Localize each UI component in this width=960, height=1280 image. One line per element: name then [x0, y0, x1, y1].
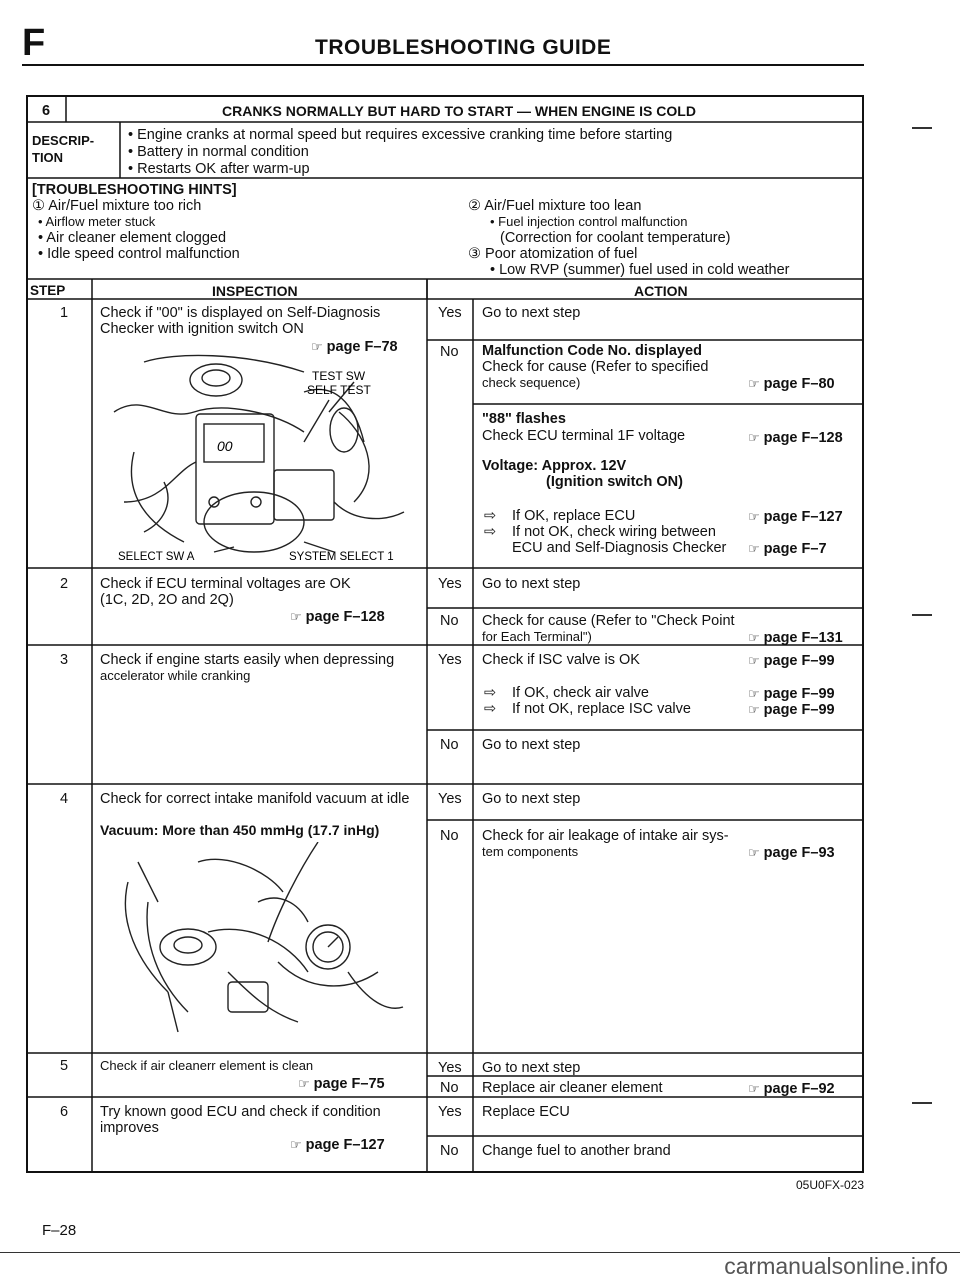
- step-inspection: Check for correct intake manifold vacuum at idle: [100, 791, 410, 807]
- yes-label: Yes: [438, 305, 462, 321]
- margin-mark: [912, 127, 932, 129]
- step-number: 5: [60, 1058, 69, 1074]
- page-reference: ☞ page F–127: [290, 1137, 385, 1153]
- hollow-right-arrow-icon: ⇨: [484, 524, 497, 540]
- page-reference: ☞ page F–80: [748, 376, 835, 392]
- step-inspection: Checker with ignition switch ON: [100, 321, 304, 337]
- hint-item: ③ Poor atomization of fuel: [468, 246, 638, 262]
- action-text: check sequence): [482, 375, 581, 390]
- action-text: If OK, replace ECU: [512, 508, 636, 524]
- pointing-hand-icon: ☞: [298, 1076, 310, 1091]
- pointing-hand-icon: ☞: [748, 430, 760, 445]
- page-reference: ☞ page F–127: [748, 509, 843, 525]
- action-text: Check if ISC valve is OK: [482, 652, 640, 668]
- pointing-hand-icon: ☞: [748, 845, 760, 860]
- step-inspection: Check if ECU terminal voltages are OK: [100, 576, 351, 592]
- page-reference: ☞ page F–93: [748, 845, 835, 861]
- action-text: Check ECU terminal 1F voltage: [482, 428, 686, 444]
- pointing-hand-icon: ☞: [748, 509, 760, 524]
- pointing-hand-icon: ☞: [748, 653, 760, 668]
- hint-item: • Airflow meter stuck: [38, 214, 156, 229]
- vacuum-gauge-illustration: [108, 842, 408, 1042]
- self-diagnosis-checker-illustration: [104, 352, 420, 562]
- yes-label: Yes: [438, 576, 462, 592]
- action-text: Go to next step: [482, 791, 581, 807]
- yes-label: Yes: [438, 791, 462, 807]
- step-inspection: (1C, 2D, 2O and 2Q): [100, 592, 234, 608]
- label-test-sw: TEST SW: [312, 369, 366, 383]
- action-text: ECU and Self-Diagnosis Checker: [512, 540, 727, 556]
- pointing-hand-icon: ☞: [748, 702, 760, 717]
- description-label: DESCRIP-: [32, 133, 95, 148]
- step-inspection: Check if engine starts easily when depressing: [100, 652, 395, 668]
- action-text: Go to next step: [482, 1060, 581, 1076]
- step-number: 4: [60, 791, 69, 807]
- page-number: F–28: [42, 1222, 77, 1239]
- pointing-hand-icon: ☞: [748, 630, 760, 645]
- checker-display-code: 00: [217, 438, 233, 454]
- pointing-hand-icon: ☞: [748, 1081, 760, 1096]
- step-number: 1: [60, 305, 69, 321]
- hint-item: ① Air/Fuel mixture too rich: [32, 198, 202, 214]
- hollow-right-arrow-icon: ⇨: [484, 701, 497, 717]
- action-text: Change fuel to another brand: [482, 1143, 671, 1159]
- page-reference: ☞ page F–99: [748, 653, 835, 669]
- hints-title: [TROUBLESHOOTING HINTS]: [32, 182, 237, 198]
- step-inspection: accelerator while cranking: [100, 668, 251, 683]
- step-number: 2: [60, 576, 69, 592]
- hint-item: • Low RVP (summer) fuel used in cold weather: [490, 262, 790, 278]
- action-text: Check for air leakage of intake air sys-: [482, 828, 729, 844]
- hint-item: • Air cleaner element clogged: [38, 230, 227, 246]
- pointing-hand-icon: ☞: [311, 339, 323, 354]
- page-reference: ☞ page F–92: [748, 1081, 835, 1097]
- no-label: No: [440, 613, 459, 629]
- hollow-right-arrow-icon: ⇨: [484, 508, 497, 524]
- no-label: No: [440, 828, 459, 844]
- page-reference: ☞ page F–131: [748, 630, 843, 646]
- description-label: TION: [32, 150, 64, 165]
- col-step: STEP: [30, 283, 66, 298]
- action-text: Go to next step: [482, 737, 581, 753]
- no-label: No: [440, 737, 459, 753]
- margin-mark: [912, 614, 932, 616]
- pointing-hand-icon: ☞: [290, 609, 302, 624]
- hollow-right-arrow-icon: ⇨: [484, 685, 497, 701]
- action-text: Check for cause (Refer to "Check Point: [482, 613, 735, 629]
- page-title: TROUBLESHOOTING GUIDE: [315, 36, 612, 59]
- description-item: • Engine cranks at normal speed but requires excessive cranking time before starting: [128, 127, 673, 143]
- figure-code: 05U0FX-023: [796, 1178, 865, 1192]
- action-text: If OK, check air valve: [512, 685, 649, 701]
- page-reference: ☞ page F–128: [748, 430, 843, 446]
- voltage-spec-sub: (Ignition switch ON): [546, 474, 683, 490]
- problem-title: CRANKS NORMALLY BUT HARD TO START — WHEN ENGINE IS COLD: [222, 103, 696, 119]
- step-inspection: Check if "00" is displayed on Self-Diagnosis: [100, 305, 381, 321]
- pointing-hand-icon: ☞: [748, 541, 760, 556]
- page-reference: ☞ page F–75: [298, 1076, 385, 1092]
- action-title: "88" flashes: [482, 411, 566, 427]
- vacuum-spec: Vacuum: More than 450 mmHg (17.7 inHg): [100, 822, 380, 838]
- label-system-select: SYSTEM SELECT 1: [289, 551, 394, 562]
- voltage-spec: Voltage: Approx. 12V: [482, 458, 627, 474]
- page-reference: ☞ page F–7: [748, 541, 827, 557]
- action-text: Go to next step: [482, 576, 581, 592]
- step-inspection: improves: [100, 1120, 159, 1136]
- page-reference: ☞ page F–78: [311, 339, 398, 355]
- yes-label: Yes: [438, 1104, 462, 1120]
- col-inspection: INSPECTION: [212, 283, 298, 299]
- no-label: No: [440, 1143, 459, 1159]
- action-text: Check for cause (Refer to specified: [482, 359, 709, 375]
- hint-item: • Idle speed control malfunction: [38, 246, 240, 262]
- step-inspection: Check if air cleanerr element is clean: [100, 1058, 314, 1073]
- hint-item: • Fuel injection control malfunction: [490, 214, 688, 229]
- action-text: tem components: [482, 844, 579, 859]
- label-select-sw: SELECT SW A: [118, 551, 195, 562]
- col-action: ACTION: [634, 283, 688, 299]
- action-text: If not OK, check wiring between: [512, 524, 716, 540]
- hint-item: (Correction for coolant temperature): [500, 230, 731, 246]
- step-inspection: Try known good ECU and check if condition: [100, 1104, 381, 1120]
- step-number: 3: [60, 652, 69, 668]
- label-self-test: SELF TEST: [307, 383, 371, 397]
- hint-item: ② Air/Fuel mixture too lean: [468, 198, 642, 214]
- action-title: Malfunction Code No. displayed: [482, 343, 702, 359]
- action-text: Replace ECU: [482, 1104, 570, 1120]
- action-text: for Each Terminal"): [482, 629, 592, 644]
- action-text: Replace air cleaner element: [482, 1080, 663, 1096]
- yes-label: Yes: [438, 652, 462, 668]
- watermark: carmanualsonline.info: [724, 1253, 948, 1279]
- pointing-hand-icon: ☞: [748, 686, 760, 701]
- no-label: No: [440, 1080, 459, 1096]
- section-letter: F: [22, 22, 46, 64]
- pointing-hand-icon: ☞: [290, 1137, 302, 1152]
- page-reference: ☞ page F–99: [748, 702, 835, 718]
- margin-mark: [912, 1102, 932, 1104]
- problem-number: 6: [42, 103, 51, 119]
- action-text: If not OK, replace ISC valve: [512, 701, 691, 717]
- page-reference: ☞ page F–128: [290, 609, 385, 625]
- description-item: • Restarts OK after warm-up: [128, 161, 310, 177]
- pointing-hand-icon: ☞: [748, 376, 760, 391]
- action-text: Go to next step: [482, 305, 581, 321]
- no-label: No: [440, 344, 459, 360]
- yes-label: Yes: [438, 1060, 462, 1076]
- page-reference: ☞ page F–99: [748, 686, 835, 702]
- step-number: 6: [60, 1104, 69, 1120]
- description-item: • Battery in normal condition: [128, 144, 309, 160]
